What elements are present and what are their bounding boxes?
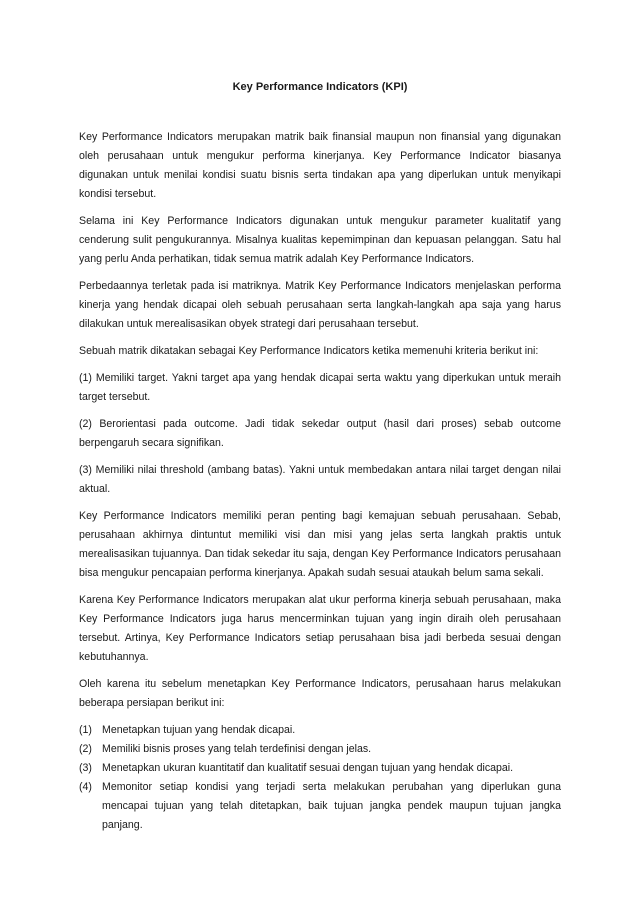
list-item-number: (1) [79, 724, 92, 736]
paragraph-difference: Perbedaannya terletak pada isi matriknya. Matrik Key Performance Indicators menjelaskan performa kinerja yang hendak dicapai oleh sebuah perusahaan serta langkah-langkah apa saja yang harus dilakukan untuk merealisasikan obyek strategi dari perusahaan tersebut. [79, 280, 561, 330]
paragraph-criterion-2: (2) Berorientasi pada outcome. Jadi tidak sekedar output (hasil dari proses) sebab outcome berpengaruh secara signifikan. [79, 418, 561, 449]
list-item [79, 759, 561, 778]
page-title: Key Performance Indicators (KPI) [232, 81, 408, 93]
list-item-text: Memonitor setiap kondisi yang terjadi serta melakukan perubahan yang diperlukan guna mencapai tujuan yang telah ditetapkan, baik tujuan jangka pendek maupun tujuan jangka panjang. [102, 781, 561, 831]
list-item-text: Memiliki bisnis proses yang telah terdefinisi dengan jelas. [102, 743, 372, 755]
list-item-number: (4) [79, 781, 92, 793]
preparation-list [79, 721, 561, 835]
list-item-number: (3) [79, 762, 92, 774]
list-item [79, 778, 561, 835]
paragraph-criterion-3: (3) Memiliki nilai threshold (ambang batas). Yakni untuk membedakan antara nilai target dengan nilai aktual. [79, 464, 561, 495]
paragraph-measurement: Karena Key Performance Indicators merupakan alat ukur performa kinerja sebuah perusahaan, maka Key Performance Indicators juga harus mencerminkan tujuan yang ingin diraih oleh perusahaan tersebut. Artinya, Key Performance Indicators setiap perusahaan bisa jadi berbeda sesuai dengan kebutuhannya. [79, 594, 561, 663]
paragraph-qualitative: Selama ini Key Performance Indicators digunakan untuk mengukur parameter kualitatif yang cenderung sulit pengukurannya. Misalnya kualitas kepemimpinan dan kepuasan pelanggan. Satu hal yang perlu Anda perhatikan, tidak semua matrik adalah Key Performance Indicators. [79, 215, 561, 265]
list-item-text: Menetapkan tujuan yang hendak dicapai. [102, 724, 296, 736]
list-item-number: (2) [79, 743, 92, 755]
paragraph-importance: Key Performance Indicators memiliki peran penting bagi kemajuan sebuah perusahaan. Sebab, perusahaan akhirnya dintuntut memiliki visi dan misi yang jelas serta langkah praktis untuk merealisasikan tujuannya. Dan tidak sekedar itu saja, dengan Key Performance Indicators perusahaan bisa mengukur pencapaian performa kinerjanya. Apakah sudah sesuai ataukah belum sama sekali. [79, 510, 561, 579]
paragraph-criterion-1: (1) Memiliki target. Yakni target apa yang hendak dicapai serta waktu yang diperkukan untuk meraih target tersebut. [79, 372, 561, 403]
list-item [79, 740, 561, 759]
list-item [79, 721, 561, 740]
paragraph-preparation-intro: Oleh karena itu sebelum menetapkan Key Performance Indicators, perusahaan harus melakukan beberapa persiapan berikut ini: [79, 678, 561, 709]
list-item-text: Menetapkan ukuran kuantitatif dan kualitatif sesuai dengan tujuan yang hendak dicapai. [102, 762, 514, 774]
paragraph-definition: Key Performance Indicators merupakan matrik baik finansial maupun non finansial yang digunakan oleh perusahaan untuk mengukur performa kinerjanya. Key Performance Indicator biasanya digunakan untuk menilai kondisi suatu bisnis serta tindakan apa yang diperlukan untuk menyikapi kondisi tersebut. [79, 131, 561, 200]
paragraph-criteria-intro: Sebuah matrik dikatakan sebagai Key Performance Indicators ketika memenuhi kriteria berikut ini: [79, 345, 539, 357]
